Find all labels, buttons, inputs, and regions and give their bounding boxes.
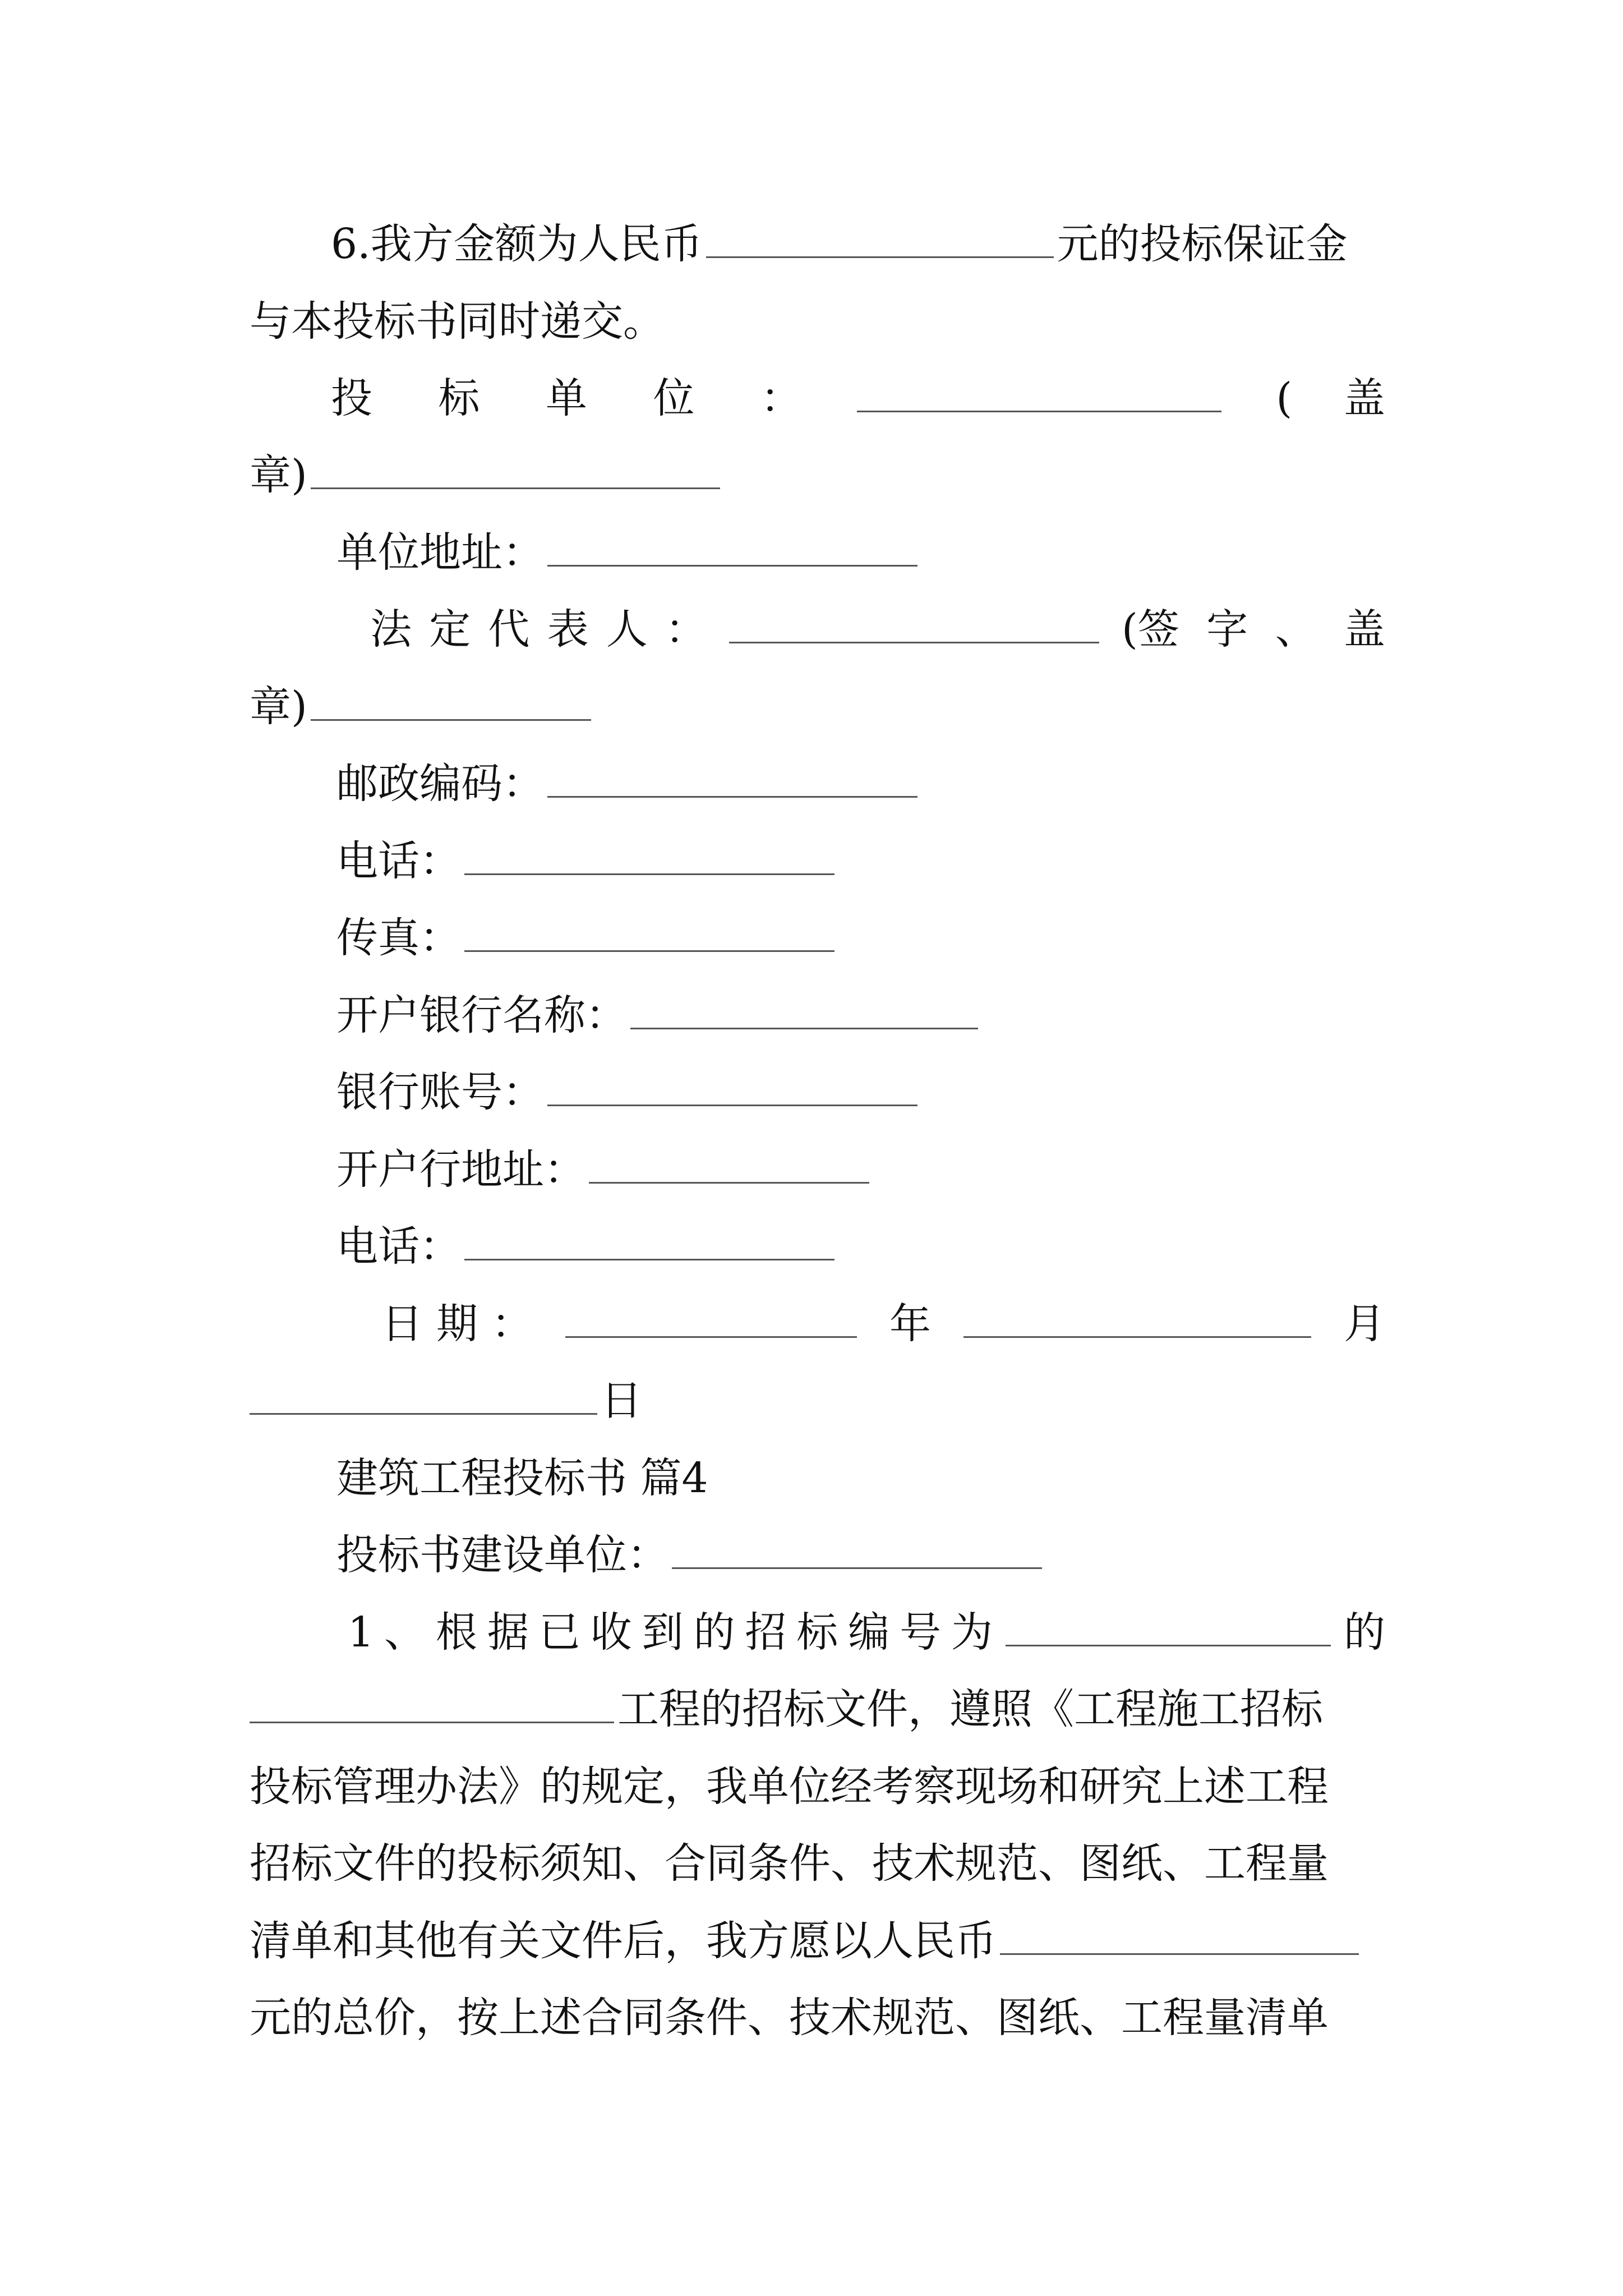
- note-char: (签: [1122, 605, 1179, 654]
- label-char: 单: [546, 374, 587, 422]
- para1-line1: [348, 1602, 1385, 1663]
- para1-first-end: 的: [1344, 1608, 1385, 1657]
- employer-line: [336, 1524, 1385, 1586]
- label-char: 投: [331, 374, 372, 422]
- postcode-blank[interactable]: [547, 795, 917, 798]
- bank-name-blank[interactable]: [630, 1027, 978, 1029]
- text-char: 到: [642, 1608, 684, 1657]
- label-char: ：: [491, 1300, 533, 1348]
- day-label: 日: [601, 1377, 642, 1425]
- address-blank[interactable]: [547, 564, 917, 567]
- postcode-label: 邮政编码：: [336, 760, 544, 808]
- legal-rep-blank[interactable]: [729, 641, 1099, 643]
- bank-address-line: [336, 1139, 1385, 1200]
- phone-label: 电话：: [336, 837, 461, 885]
- label-char: 位: [653, 374, 695, 422]
- account-blank[interactable]: [547, 1104, 917, 1106]
- note-char: 盖: [1344, 605, 1385, 654]
- seal-close: 章): [250, 451, 307, 499]
- legal-rep-line-cont: [250, 676, 1388, 738]
- bid-unit-seal-blank[interactable]: [311, 487, 720, 489]
- date-line: [381, 1293, 1385, 1355]
- fax-label: 传真：: [336, 914, 461, 962]
- text-char: 1: [348, 1608, 375, 1657]
- deposit-amount-blank[interactable]: [706, 256, 1054, 258]
- text-char: 已: [538, 1608, 580, 1657]
- text-char: 为: [951, 1608, 993, 1657]
- date-label: [381, 1293, 533, 1355]
- employer-label: 投标书建设单位：: [336, 1531, 668, 1579]
- label-char: 定: [429, 605, 471, 654]
- day-blank[interactable]: [250, 1412, 597, 1415]
- bank-phone-blank[interactable]: [464, 1258, 834, 1260]
- label-char: 代: [488, 605, 530, 654]
- deposit-line-cont: 与本投标书同时递交。: [250, 297, 665, 346]
- para1-line4: 招标文件的投标须知、合同条件、技术规范、图纸、工程量: [250, 1839, 1329, 1888]
- label-char: 法: [370, 605, 412, 654]
- year-blank[interactable]: [565, 1336, 857, 1338]
- label-char: 日: [381, 1300, 423, 1348]
- para1-line2: [250, 1678, 1388, 1740]
- label-char: 人: [606, 605, 648, 654]
- seal-close: 章): [250, 683, 307, 731]
- phone-blank[interactable]: [464, 873, 834, 875]
- note-char: 、: [1275, 605, 1317, 654]
- project-name-blank[interactable]: [250, 1721, 614, 1723]
- label-char: 表: [547, 605, 589, 654]
- fax-line: [336, 907, 1385, 969]
- para1-l5-text: 清单和其他有关文件后，我方愿以人民币: [250, 1917, 997, 1965]
- text-char: 编: [848, 1608, 890, 1657]
- date-line-cont: [250, 1370, 1388, 1432]
- para1-line5: [250, 1910, 1388, 1972]
- deposit-line: [331, 213, 1385, 275]
- text-char: 收: [590, 1608, 632, 1657]
- text-char: 根: [435, 1608, 477, 1657]
- text-char: 据: [487, 1608, 529, 1657]
- bank-name-label: 开户银行名称：: [336, 991, 627, 1039]
- phone-line: [336, 830, 1385, 892]
- deposit-prefix: 6.我方金额为人民币: [331, 220, 703, 268]
- bank-phone-label: 电话：: [336, 1222, 461, 1271]
- legal-rep-line: [370, 599, 1385, 660]
- text-char: 、: [384, 1608, 426, 1657]
- year-label: 年: [889, 1300, 931, 1348]
- label-char: 标: [438, 374, 480, 422]
- bid-unit-label: [331, 367, 802, 429]
- bid-unit-line: [331, 367, 1385, 429]
- text-char: 标: [796, 1608, 838, 1657]
- bid-unit-line-cont: [250, 444, 1388, 506]
- text-char: 号: [900, 1608, 942, 1657]
- total-price-blank[interactable]: [1000, 1953, 1359, 1955]
- account-line: [336, 1061, 1385, 1123]
- para1-start: [348, 1602, 993, 1663]
- fax-blank[interactable]: [464, 950, 834, 952]
- account-label: 银行账号：: [336, 1068, 544, 1116]
- text-char: 招: [745, 1608, 787, 1657]
- tender-number-blank[interactable]: [1006, 1644, 1331, 1646]
- month-blank[interactable]: [963, 1336, 1311, 1338]
- para1-l2-text: 工程的招标文件，遵照《工程施工招标: [617, 1685, 1323, 1733]
- bank-name-line: [336, 984, 1385, 1046]
- bid-unit-blank[interactable]: [857, 410, 1221, 412]
- note-char: 字: [1206, 605, 1248, 654]
- open-paren: (: [1276, 374, 1293, 422]
- section-title: 建筑工程投标书 篇4: [336, 1454, 708, 1502]
- para1-line6: 元的总价，按上述合同条件、技术规范、图纸、工程量清单: [250, 1994, 1329, 2042]
- label-char: ：: [760, 374, 802, 422]
- month-label: 月: [1344, 1300, 1385, 1348]
- seal-char: 盖: [1343, 374, 1385, 422]
- bank-address-blank[interactable]: [589, 1181, 869, 1184]
- bank-phone-line: [336, 1216, 1385, 1277]
- bank-address-label: 开户行地址：: [336, 1145, 585, 1194]
- deposit-suffix: 元的投标保证金: [1057, 220, 1348, 268]
- text-char: 的: [693, 1608, 735, 1657]
- label-char: 期: [436, 1300, 478, 1348]
- sign-seal-note: [1122, 599, 1385, 660]
- para1-line3: 投标管理办法》的规定，我单位经考察现场和研究上述工程: [250, 1763, 1329, 1811]
- address-line: [336, 522, 1385, 583]
- legal-rep-label: [370, 599, 707, 660]
- postcode-line: [336, 753, 1385, 815]
- label-char: ：: [665, 605, 707, 654]
- address-label: 单位地址：: [336, 528, 544, 577]
- legal-rep-seal-blank[interactable]: [311, 719, 591, 721]
- employer-blank[interactable]: [672, 1567, 1042, 1569]
